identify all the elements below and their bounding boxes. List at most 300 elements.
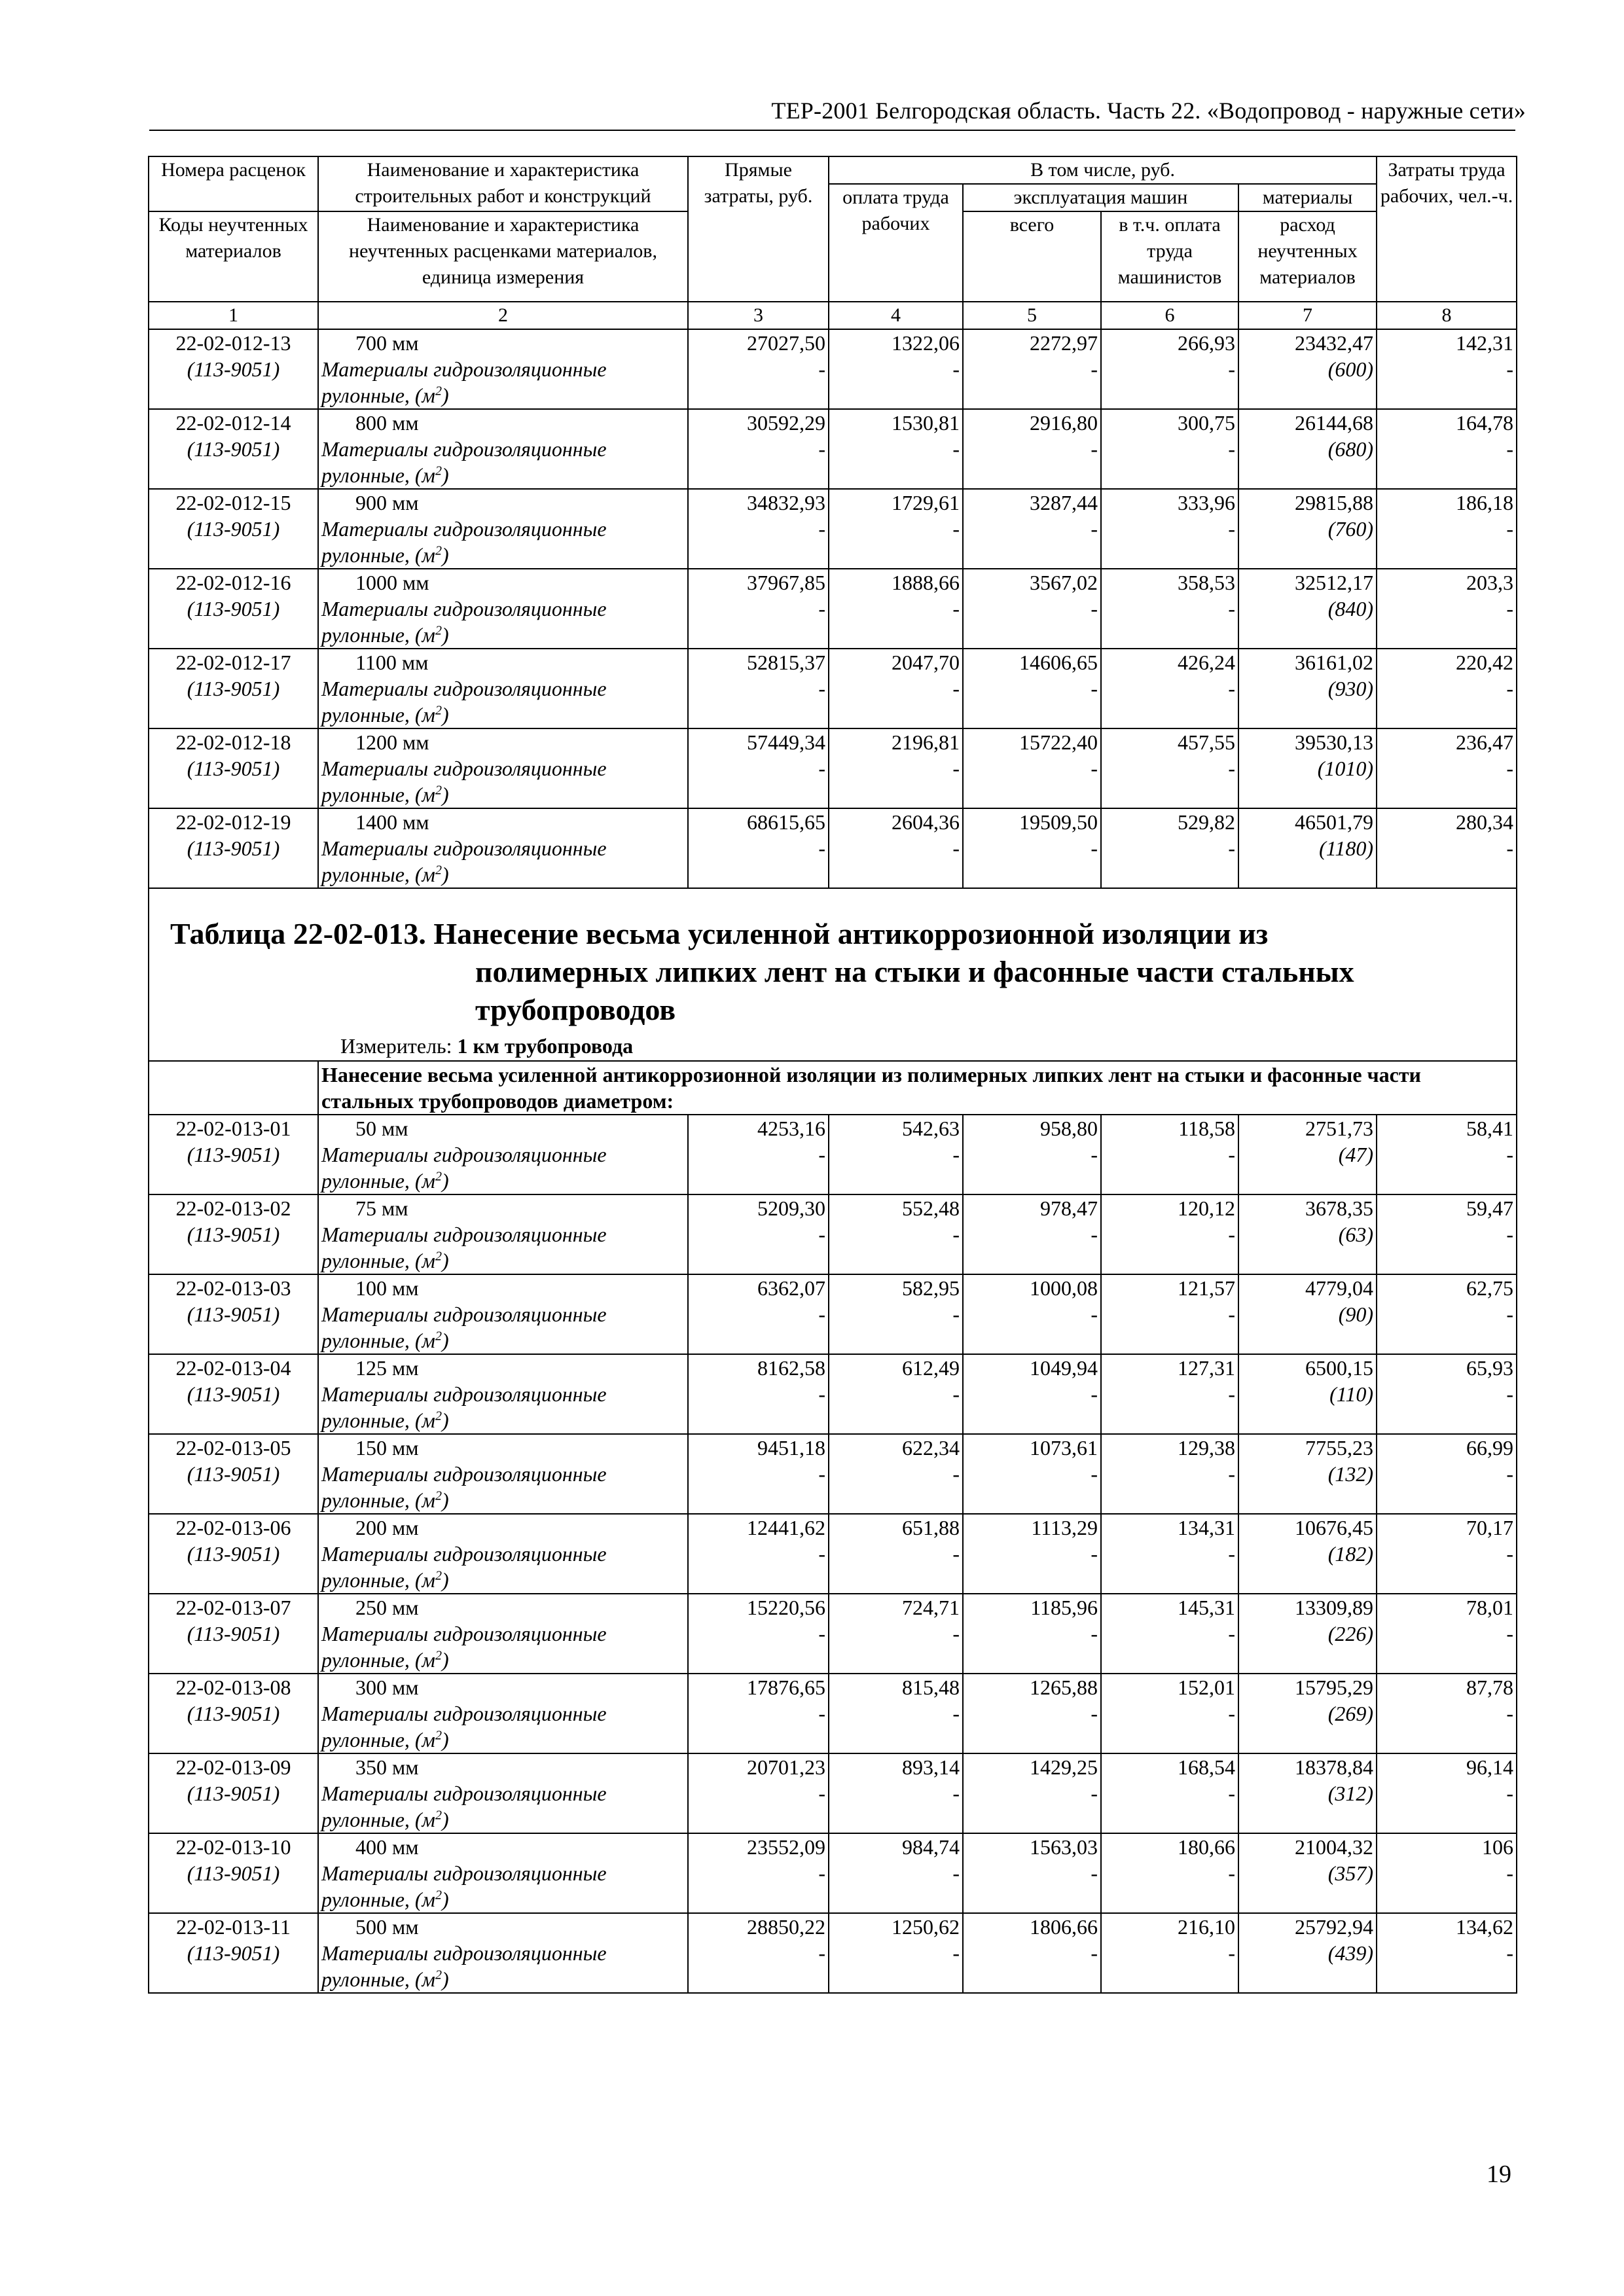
dash: - (1228, 1702, 1235, 1725)
rate-code: 22-02-013-03 (175, 1276, 291, 1300)
labor-pay-cell (829, 1115, 963, 1194)
dash: - (952, 1223, 960, 1246)
material-unit-text: рулонные, (м (321, 1967, 435, 1991)
dash: - (1091, 1702, 1098, 1725)
rate-code-cell (149, 1674, 318, 1753)
direct-costs-cell (688, 1354, 829, 1434)
machines-total: 19509,50 (1019, 810, 1098, 834)
table-title (152, 889, 1513, 1029)
dash: - (1506, 437, 1514, 461)
materials-cost: 18378,84 (1295, 1755, 1374, 1779)
operator-pay: 180,66 (1178, 1835, 1235, 1859)
rate-code: 22-02-012-18 (175, 730, 291, 754)
material-unit (321, 1487, 685, 1513)
material-unit-close: ) (441, 1648, 449, 1672)
material-unit-text: рулонные, (м (321, 703, 435, 726)
dash: - (1506, 1941, 1514, 1965)
rate-code-cell (149, 1194, 318, 1274)
dash: - (952, 1542, 960, 1566)
materials-cost: 7755,23 (1305, 1436, 1374, 1460)
pipe-diameter: 300 мм (355, 1676, 419, 1699)
materials-cost-cell (1238, 1115, 1377, 1194)
operator-pay-cell (1101, 1594, 1238, 1674)
material-name: Материалы гидроизоляционные (321, 1782, 607, 1805)
labor-hours-cell (1377, 649, 1517, 728)
labor-pay: 1888,66 (892, 571, 960, 594)
header-rate-numbers: Номера расценок (149, 156, 318, 211)
column-number: 1 (149, 302, 318, 329)
dash: - (1506, 1462, 1514, 1486)
dash: - (1091, 1622, 1098, 1645)
material-unit-close: ) (441, 1967, 449, 1991)
rate-code: 22-02-012-13 (175, 331, 291, 355)
dash: - (1228, 1941, 1235, 1965)
pipe-diameter: 50 мм (355, 1117, 408, 1140)
table-row (149, 1434, 1517, 1514)
dash: - (1228, 1542, 1235, 1566)
table-row (149, 1354, 1517, 1434)
machines-total-cell (963, 1514, 1101, 1594)
material-name: Материалы гидроизоляционные (321, 1143, 607, 1166)
dash: - (1506, 1302, 1514, 1326)
material-unit-close: ) (441, 623, 449, 647)
materials-cost-cell (1238, 1274, 1377, 1354)
materials-cost-cell (1238, 728, 1377, 808)
materials-cost-cell (1238, 489, 1377, 569)
dash: - (952, 1462, 960, 1486)
labor-hours: 203,3 (1466, 571, 1514, 594)
material-unit (321, 861, 685, 888)
direct-costs: 9451,18 (757, 1436, 825, 1460)
dash: - (818, 1782, 825, 1805)
dash: - (1091, 1302, 1098, 1326)
direct-costs: 52815,37 (747, 651, 825, 674)
labor-pay: 622,34 (902, 1436, 960, 1460)
header-machines-total: всего (963, 211, 1101, 302)
dash: - (1228, 1861, 1235, 1885)
labor-hours-cell (1377, 1274, 1517, 1354)
material-quantity: (226) (1327, 1622, 1374, 1645)
pipe-diameter: 200 мм (355, 1516, 419, 1539)
rate-code-cell (149, 409, 318, 489)
direct-costs-cell (688, 1274, 829, 1354)
rate-code-cell (149, 1753, 318, 1833)
rate-name-cell (318, 1115, 688, 1194)
machines-total-cell (963, 1115, 1101, 1194)
material-unit-close: ) (441, 384, 449, 407)
rate-name-cell (318, 649, 688, 728)
materials-cost-cell (1238, 329, 1377, 409)
machines-total-cell (963, 409, 1101, 489)
pipe-diameter: 1000 мм (355, 571, 429, 594)
table-row (149, 1115, 1517, 1194)
pipe-diameter: 1400 мм (355, 810, 429, 834)
operator-pay: 120,12 (1178, 1196, 1235, 1220)
machines-total-cell (963, 1913, 1101, 1993)
dash: - (1228, 757, 1235, 780)
column-number: 3 (688, 302, 829, 329)
labor-pay: 651,88 (902, 1516, 960, 1539)
dash: - (1228, 517, 1235, 541)
rate-code: 22-02-013-02 (175, 1196, 291, 1220)
labor-pay: 582,95 (902, 1276, 960, 1300)
material-unit-text: рулонные, (м (321, 1888, 435, 1911)
column-number: 2 (318, 302, 688, 329)
labor-pay: 893,14 (902, 1755, 960, 1779)
direct-costs: 17876,65 (747, 1676, 825, 1699)
direct-costs-cell (688, 1753, 829, 1833)
labor-hours: 70,17 (1466, 1516, 1514, 1539)
operator-pay-cell (1101, 808, 1238, 888)
price-table-frame (148, 156, 1516, 1994)
materials-cost: 15795,29 (1295, 1676, 1374, 1699)
table-row (149, 1594, 1517, 1674)
materials-cost: 29815,88 (1295, 491, 1374, 514)
header-material-names: Наименование и характеристика неучтенных расценками материалов, единица измерения (318, 211, 688, 302)
pipe-diameter: 900 мм (355, 491, 419, 514)
direct-costs: 28850,22 (747, 1915, 825, 1939)
material-unit-close: ) (441, 783, 449, 806)
dash: - (1506, 1382, 1514, 1406)
material-code: (113-9051) (187, 597, 280, 620)
material-code: (113-9051) (187, 1462, 280, 1486)
machines-total: 1265,88 (1030, 1676, 1098, 1699)
dash: - (1091, 437, 1098, 461)
material-code: (113-9051) (187, 1622, 280, 1645)
labor-pay-cell (829, 1274, 963, 1354)
operator-pay: 152,01 (1178, 1676, 1235, 1699)
labor-hours-cell (1377, 329, 1517, 409)
rate-name-cell (318, 329, 688, 409)
labor-pay: 984,74 (902, 1835, 960, 1859)
direct-costs-cell (688, 728, 829, 808)
material-unit-power: 2 (435, 623, 442, 638)
labor-hours-cell (1377, 1833, 1517, 1913)
header-work-name: Наименование и характеристика строительных работ и конструкций (318, 156, 688, 211)
labor-pay: 724,71 (902, 1596, 960, 1619)
direct-costs-cell (688, 1434, 829, 1514)
dash: - (1228, 597, 1235, 620)
labor-hours: 164,78 (1456, 411, 1514, 435)
direct-costs-cell (688, 569, 829, 649)
material-unit-text: рулонные, (м (321, 543, 435, 567)
material-quantity: (269) (1327, 1702, 1374, 1725)
dash: - (1091, 836, 1098, 860)
table-row (149, 649, 1517, 728)
material-unit-text: рулонные, (м (321, 1488, 435, 1512)
pipe-diameter: 700 мм (355, 331, 419, 355)
material-name: Материалы гидроизоляционные (321, 1941, 607, 1965)
rate-name-cell (318, 808, 688, 888)
operator-pay: 529,82 (1178, 810, 1235, 834)
labor-hours-cell (1377, 489, 1517, 569)
labor-pay-cell (829, 1913, 963, 1993)
rate-name-cell (318, 1674, 688, 1753)
machines-total: 14606,65 (1019, 651, 1098, 674)
direct-costs-cell (688, 1594, 829, 1674)
material-code: (113-9051) (187, 1223, 280, 1246)
operator-pay: 426,24 (1178, 651, 1235, 674)
labor-hours-cell (1377, 409, 1517, 489)
material-quantity: (132) (1327, 1462, 1374, 1486)
dash: - (1228, 1462, 1235, 1486)
dash: - (818, 1382, 825, 1406)
material-code: (113-9051) (187, 757, 280, 780)
machines-total-cell (963, 808, 1101, 888)
dash: - (1506, 357, 1514, 381)
materials-cost: 21004,32 (1295, 1835, 1374, 1859)
material-name: Материалы гидроизоляционные (321, 1302, 607, 1326)
operator-pay-cell (1101, 649, 1238, 728)
machines-total-cell (963, 1833, 1101, 1913)
dash: - (1091, 1861, 1098, 1885)
dash: - (952, 1782, 960, 1805)
material-unit (321, 1327, 685, 1354)
material-unit (321, 1806, 685, 1833)
rate-code-cell (149, 329, 318, 409)
dash: - (1228, 1302, 1235, 1326)
operator-pay-cell (1101, 1674, 1238, 1753)
dash: - (952, 836, 960, 860)
table-row (149, 489, 1517, 569)
machines-total-cell (963, 1753, 1101, 1833)
table-title-row (149, 888, 1517, 1061)
material-unit (321, 1886, 685, 1912)
labor-pay-cell (829, 569, 963, 649)
column-number: 8 (1377, 302, 1517, 329)
machines-total: 1185,96 (1030, 1596, 1098, 1619)
running-header: ТЕР-2001 Белгородская область. Часть 22. «Водопровод - наружные сети» (771, 98, 1526, 124)
labor-hours: 78,01 (1466, 1596, 1514, 1619)
table-row (149, 1194, 1517, 1274)
pipe-diameter: 1100 мм (355, 651, 429, 674)
header-including: В том числе, руб. (829, 156, 1377, 184)
materials-cost-cell (1238, 649, 1377, 728)
dash: - (1506, 1223, 1514, 1246)
labor-hours: 106 (1482, 1835, 1514, 1859)
material-unit-text: рулонные, (м (321, 1808, 435, 1831)
dash: - (1228, 1223, 1235, 1246)
material-unit (321, 542, 685, 568)
material-unit-close: ) (441, 1408, 449, 1432)
pipe-diameter: 500 мм (355, 1915, 419, 1939)
dash: - (1228, 1143, 1235, 1166)
machines-total-cell (963, 1594, 1101, 1674)
labor-pay-cell (829, 489, 963, 569)
materials-cost: 2751,73 (1305, 1117, 1374, 1140)
dash: - (1228, 1382, 1235, 1406)
material-unit-close: ) (441, 1728, 449, 1751)
direct-costs: 30592,29 (747, 411, 825, 435)
rate-code: 22-02-013-08 (175, 1676, 291, 1699)
dash: - (818, 757, 825, 780)
direct-costs-cell (688, 1913, 829, 1993)
rate-name-cell (318, 1194, 688, 1274)
material-name: Материалы гидроизоляционные (321, 517, 607, 541)
material-unit-power: 2 (435, 1888, 442, 1903)
material-quantity: (840) (1327, 597, 1374, 620)
dash: - (1228, 357, 1235, 381)
table-row (149, 1674, 1517, 1753)
pipe-diameter: 800 мм (355, 411, 419, 435)
direct-costs: 6362,07 (757, 1276, 825, 1300)
materials-cost: 26144,68 (1295, 411, 1374, 435)
header-direct-costs: Прямые затраты, руб. (688, 156, 829, 302)
material-quantity: (90) (1338, 1302, 1374, 1326)
material-unit-power: 2 (435, 863, 442, 878)
dash: - (818, 517, 825, 541)
labor-pay: 1530,81 (892, 411, 960, 435)
operator-pay: 266,93 (1178, 331, 1235, 355)
pipe-diameter: 400 мм (355, 1835, 419, 1859)
rate-code-cell (149, 1913, 318, 1993)
pipe-diameter: 250 мм (355, 1596, 419, 1619)
rate-code-cell (149, 728, 318, 808)
machines-total: 958,80 (1040, 1117, 1098, 1140)
labor-pay-cell (829, 649, 963, 728)
material-name: Материалы гидроизоляционные (321, 1861, 607, 1885)
direct-costs: 68615,65 (747, 810, 825, 834)
operator-pay-cell (1101, 1115, 1238, 1194)
materials-cost-cell (1238, 1753, 1377, 1833)
dash: - (818, 437, 825, 461)
machines-total: 3567,02 (1030, 571, 1098, 594)
operator-pay-cell (1101, 1833, 1238, 1913)
material-quantity: (1010) (1317, 757, 1374, 780)
dash: - (1091, 1542, 1098, 1566)
material-code: (113-9051) (187, 1941, 280, 1965)
rate-code: 22-02-012-17 (175, 651, 291, 674)
direct-costs: 57449,34 (747, 730, 825, 754)
rate-code-cell (149, 1434, 318, 1514)
labor-pay: 612,49 (902, 1356, 960, 1380)
direct-costs: 20701,23 (747, 1755, 825, 1779)
material-code: (113-9051) (187, 1861, 280, 1885)
material-unit-power: 2 (435, 384, 442, 399)
dash: - (952, 757, 960, 780)
group-heading-row (149, 1061, 1517, 1115)
material-unit (321, 1407, 685, 1433)
material-quantity: (930) (1327, 677, 1374, 700)
labor-pay-cell (829, 1434, 963, 1514)
rate-code-cell (149, 1833, 318, 1913)
materials-cost-cell (1238, 569, 1377, 649)
dash: - (952, 1941, 960, 1965)
dash: - (952, 1302, 960, 1326)
labor-hours: 142,31 (1456, 331, 1514, 355)
dash: - (952, 1861, 960, 1885)
labor-hours-cell (1377, 1194, 1517, 1274)
operator-pay-cell (1101, 1753, 1238, 1833)
labor-hours: 280,34 (1456, 810, 1514, 834)
material-quantity: (439) (1327, 1941, 1374, 1965)
header-labor-pay: оплата труда рабочих (829, 184, 963, 302)
direct-costs-cell (688, 808, 829, 888)
material-unit (321, 382, 685, 408)
material-unit-power: 2 (435, 1967, 442, 1982)
material-unit-close: ) (441, 1169, 449, 1193)
measure-value: 1 км трубопровода (457, 1034, 634, 1058)
rate-name-cell (318, 1753, 688, 1833)
operator-pay-cell (1101, 1913, 1238, 1993)
dash: - (952, 1622, 960, 1645)
dash: - (952, 1382, 960, 1406)
material-name: Материалы гидроизоляционные (321, 1223, 607, 1246)
labor-pay-cell (829, 409, 963, 489)
rate-name-cell (318, 489, 688, 569)
dash: - (1091, 757, 1098, 780)
rate-code: 22-02-013-01 (175, 1117, 291, 1140)
material-unit (321, 1567, 685, 1593)
material-unit-power: 2 (435, 1648, 442, 1663)
rate-code-cell (149, 489, 318, 569)
pipe-diameter: 1200 мм (355, 730, 429, 754)
direct-costs-cell (688, 1833, 829, 1913)
operator-pay-cell (1101, 1514, 1238, 1594)
pipe-diameter: 100 мм (355, 1276, 419, 1300)
dash: - (952, 517, 960, 541)
operator-pay: 134,31 (1178, 1516, 1235, 1539)
labor-hours-cell (1377, 1354, 1517, 1434)
dash: - (1091, 1782, 1098, 1805)
dash: - (1506, 836, 1514, 860)
dash: - (818, 1462, 825, 1486)
material-unit-text: рулонные, (м (321, 1648, 435, 1672)
dash: - (952, 1702, 960, 1725)
pipe-diameter: 150 мм (355, 1436, 419, 1460)
rate-name-cell (318, 1434, 688, 1514)
material-unit-close: ) (441, 1888, 449, 1911)
operator-pay: 333,96 (1178, 491, 1235, 514)
labor-hours-cell (1377, 1115, 1517, 1194)
operator-pay-cell (1101, 1354, 1238, 1434)
dash: - (818, 1622, 825, 1645)
rate-code-cell (149, 1514, 318, 1594)
column-number: 4 (829, 302, 963, 329)
dash: - (1228, 1782, 1235, 1805)
material-unit-power: 2 (435, 1249, 442, 1264)
dash: - (818, 1542, 825, 1566)
dash: - (1506, 597, 1514, 620)
material-name: Материалы гидроизоляционные (321, 836, 607, 860)
labor-hours: 87,78 (1466, 1676, 1514, 1699)
header-operator-pay: в т.ч. оплата труда машинистов (1101, 211, 1238, 302)
rate-code: 22-02-013-06 (175, 1516, 291, 1539)
rate-name-cell (318, 1514, 688, 1594)
material-unit-power: 2 (435, 1169, 442, 1184)
material-name: Материалы гидроизоляционные (321, 357, 607, 381)
dash: - (1228, 836, 1235, 860)
machines-total: 15722,40 (1019, 730, 1098, 754)
machines-total: 978,47 (1040, 1196, 1098, 1220)
machines-total: 2272,97 (1030, 331, 1098, 355)
labor-hours-cell (1377, 569, 1517, 649)
dash: - (1506, 1782, 1514, 1805)
material-unit (321, 622, 685, 648)
rate-code: 22-02-013-04 (175, 1356, 291, 1380)
material-unit-text: рулонные, (м (321, 1169, 435, 1193)
table-row (149, 329, 1517, 409)
materials-cost-cell (1238, 1594, 1377, 1674)
machines-total-cell (963, 728, 1101, 808)
machines-total: 3287,44 (1030, 491, 1098, 514)
machines-total: 1000,08 (1030, 1276, 1098, 1300)
rate-name-cell (318, 1274, 688, 1354)
material-quantity: (680) (1327, 437, 1374, 461)
labor-pay: 542,63 (902, 1117, 960, 1140)
dash: - (818, 357, 825, 381)
material-code: (113-9051) (187, 1143, 280, 1166)
